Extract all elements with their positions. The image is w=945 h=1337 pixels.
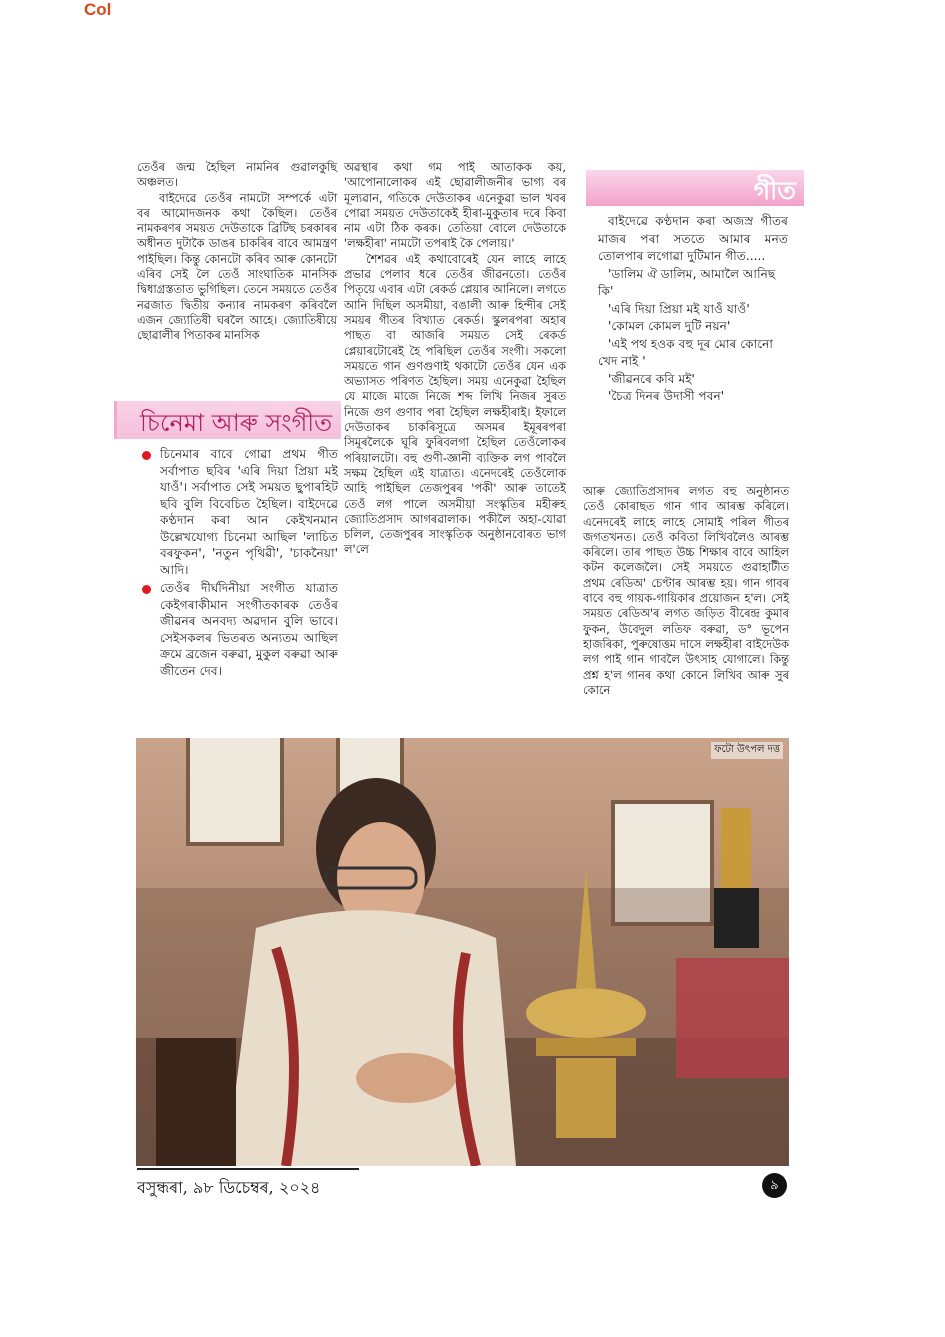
song-item: 'এই পথ হওক বহু দূৰ মোৰ কোনো খেদ নাই ' [598, 336, 773, 368]
footer-divider [137, 1168, 359, 1170]
photo-credit: ফটো উৎপল দত্ত [711, 742, 783, 759]
paragraph: তেওঁৰ জন্ম হৈছিল নামনিৰ গুৱালকুছি অঞ্চলত। [137, 160, 337, 190]
songs-intro: বাইদেৱে কণ্ঠদান কৰা অজস্ৰ গীতৰ মাজৰ পৰা সততে আমাৰ মনত তোলপাৰ লগোৱা দুটিমান গীত..... [598, 214, 788, 263]
song-item: 'ডালিম ঐ ডালিম, আমালৈ আনিছ কি' [598, 266, 776, 298]
article-column-1 [137, 160, 337, 344]
song-item: 'এৰি দিয়া প্ৰিয়া মই যাওঁ যাওঁ' [608, 301, 750, 316]
article-column-2 [344, 160, 566, 558]
list-item [140, 580, 338, 679]
corner-tag: Col [84, 0, 112, 19]
list-item-text: চিনেমাৰ বাবে গোৱা প্ৰথম গীত সৰ্বাপাত ছবিৰ 'এৰি দিয়া প্ৰিয়া মই যাওঁ'। সৰ্বাপাত সেই সময়ত ছুপাৰহিট ছবি বুলি বিবেচিত হৈছিল। বাইদেৱে কণ্ঠদান কৰা আন কেইখনমান উল্লেখযোগ্য চিনেমা আছিল 'লাচিত বৰফুকন', 'নতুন পৃথিৱী', 'চাকনৈয়া' আদি। [160, 447, 338, 577]
song-item: 'চৈত্ৰ দিনৰ উদাসী পবন' [608, 389, 725, 403]
paragraph: আৰু জ্যোতিপ্ৰসাদৰ লগত বহু অনুষ্ঠানত তেওঁ কোৰাছত গান গাব আৰম্ভ কৰিলে। এনেদৰেই লাহে লাহে সোমাই পৰিল গীতৰ জগতখনত। তেওঁ কবিতা লিখিবলৈও আৰম্ভ কৰিলে। তাৰ পাছত উচ্চ শিক্ষাৰ বাবে আহিল কটন কলেজলৈ। সেই সময়তে গুৱাহাটীত প্ৰথম ৰেডিঅ' চেণ্টাৰ আৰম্ভ হয়। গান গাবৰ বাবে বহু গায়ক-গায়িকাৰ প্ৰয়োজন হ'ল। সেই সময়ত ৰেডিঅ'ৰ লগত জড়িত বীৰেন্দ্ৰ কুমাৰ ফুকন, উবেদুল লতিফ বৰুৱা, ড° ভূপেন হাজৰিকা, পুৰুষোত্তম দাসে লক্ষহীৰা বাইদেউক লগ পাই গান গাবলৈ উৎসাহ যোগালে। কিন্তু প্ৰশ্ন হ'ল গানৰ কথা কোনে লিখিব আৰু সুৰ কোনে [583, 484, 789, 697]
song-item: 'জীৱনৰে কবি মই' [608, 371, 695, 386]
sidebar-title: চিনেমা আৰু সংগীত [140, 409, 333, 437]
article-column-3 [583, 484, 789, 698]
songs-list [598, 213, 788, 406]
photo-illustration [136, 738, 789, 1166]
publication-footer: বসুন্ধৰা, ৯৮ ডিচেম্বৰ, ২০২৪ [137, 1178, 321, 1197]
bullet-icon [142, 451, 151, 460]
songs-box-header [586, 170, 804, 206]
bullet-icon [142, 585, 151, 594]
cinema-music-sidebar [140, 446, 338, 681]
paragraph: অৱস্থাৰ কথা গম পাই আতাকক কয়, 'আপোনালোকৰ এই ছোৱালীজনীৰ ভাগ্য বৰ মূল্যৱান, গতিকে দেউতাকৰ এনেকুৱা ভাল খবৰ পোৱা সময়ত দেউতাকেই হীৰা-মুকুতাৰ দৰে কিবা নাম এটা ঠিক কৰক। তেতিয়া বোলে দেউতাকে 'লক্ষহীৰা' নামটো তপৰাই কৈ পেলায়।' [344, 160, 566, 251]
list-item [140, 446, 338, 578]
page-number: ৯ [762, 1173, 787, 1198]
portrait-photo [136, 738, 789, 1166]
paragraph: বাইদেৱে তেওঁৰ নামটো সম্পৰ্কে এটা বৰ আমোদজনক কথা কৈছিল। তেওঁৰ নামকৰণৰ সময়ত দেউতাকে ব্ৰিটিছ চৰকাৰৰ অধীনত দুটাকৈ ডাঙৰ চাকৰিৰ বাবে আমন্ত্ৰণ পাইছিল। কিন্তু কোনটো কৰিব আৰু কোনটো এৰিব সেই লৈ তেওঁ সাংঘাতিক মানসিক দ্বিধাগ্ৰস্ততাত ভুগিছিল। তেনে সময়তে তেওঁৰ নৱজাত দ্বিতীয় কন্যাৰ নামকৰণ কৰিবলৈ এজন জ্যোতিষী ঘৰলৈ আহে। জ্যোতিষীয়ে ছোৱালীৰ পিতাকৰ মানসিক [137, 190, 337, 343]
songs-title: গীত [753, 176, 796, 205]
paragraph: শৈশৱৰ এই কথাবোৰেই যেন লাহে লাহে প্ৰভাৱ পেলাব ধৰে তেওঁৰ জীৱনতো। তেওঁৰ পিতৃয়ে এবাৰ এটা ৰেকৰ্ড প্লেয়াৰ আনিলে। লগতে আনি দিছিল অসমীয়া, বঙালী আৰু হিন্দীৰ সেই সময়ৰ গীতৰ বিখ্যাত ৰেকৰ্ড। স্কুলৰপৰা অহাৰ পাছত বা আজৰি সময়ত সেই ৰেকৰ্ড প্লেয়াৰটোৰেই হৈ পৰিছিল তেওঁৰ সংগী। সকলো সময়তে গান গুণগুণাই থকাটো তেওঁৰ যেন এক অভ্যাসত পৰিণত হৈছিল। সময় এনেকুৱা হৈছিল যে মাজে মাজে নিজে শব্দ লিখি নিজৰ সুৰত নিজে গুণ গুণাব পৰা হৈছিল লক্ষহীৰাই। ইফালে দেউতাকৰ চাকৰিসূত্ৰে অসমৰ ইমূৰৰপৰা সিমূৰলৈকে ঘূৰি ফুৰিবলগা হৈছিল তেওঁলোকৰ পৰিয়ালটো। বহু গুণী-জ্ঞানী ব্যক্তিক লগ পাবলৈ সক্ষম হৈছিল এই যাত্ৰাত। এনেদৰেই তেওঁলোক আহি পাইছিল তেজপুৰৰ 'পকী' আৰু তাতেই তেওঁ লগ পালে অসমীয়া সংস্কৃতিৰ মহীৰুহ জ্যোতিপ্ৰসাদ আগৰৱালাক। পকীলৈ অহা-যোৱা চলিল, তেজপুৰৰ সাংস্কৃতিক অনুষ্ঠানবোৰত ভাগ ল'লে [344, 251, 566, 557]
list-item-text: তেওঁৰ দীৰ্ঘদিনীয়া সংগীত যাত্ৰাত কেইগৰাকীমান সংগীতকাৰক তেওঁৰ জীৱনৰ অনবদ্য অৱদান বুলি ভাবে। সেইসকলৰ ভিতৰত অন্যতম আছিল ক্ৰমে ব্ৰজেন বৰুৱা, মুকুল বৰুৱা আৰু জীতেন দেব। [160, 581, 338, 678]
song-item: 'কোমল কোমল দুটি নয়ন' [608, 319, 731, 333]
